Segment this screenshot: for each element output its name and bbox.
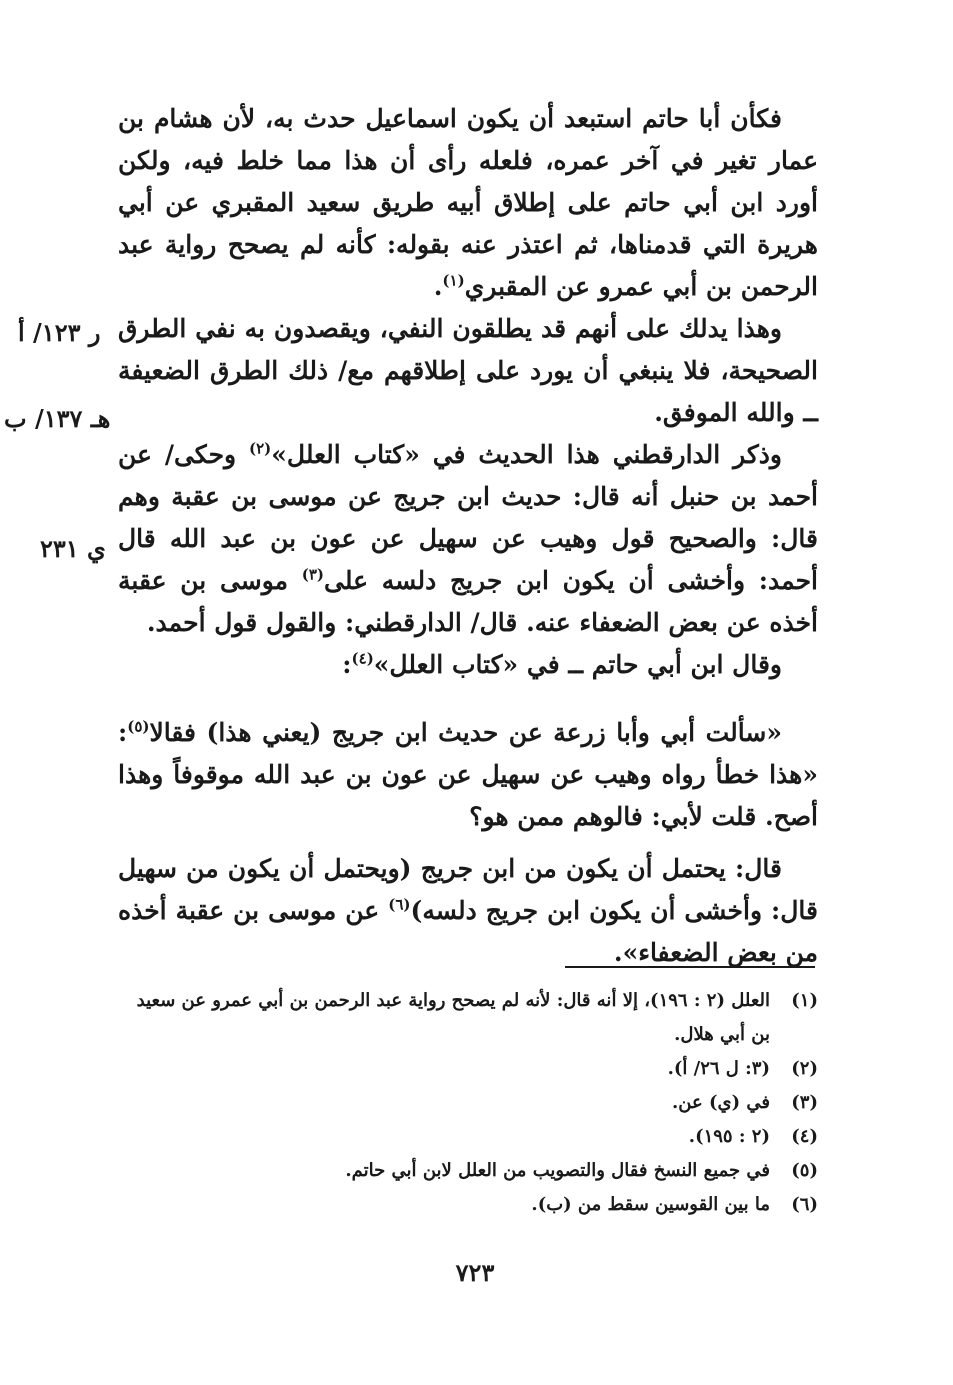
paragraph-3 (118, 434, 818, 644)
margin-note-manuscript-r: ر ١٢٣/ أ (18, 318, 101, 347)
paragraph-3-text-b: وحكى/ عن أحمد بن حنبل أنه قال: حديث ابن جريج عن موسى بن عقبة وهم قال: والصحيح قول وهيب عن سهيل عن عون بن عبد الله قال أحمد: وأخشى أن يكون ابن جريج دلسه على (118, 440, 818, 595)
footnote-number: (١) (791, 990, 818, 1011)
paragraph-4-text-b: : (342, 650, 352, 679)
footnote-number: (٥) (791, 1160, 818, 1181)
paragraph-1-text: فكأن أبا حاتم استبعد أن يكون اسماعيل حدث به، لأن هشام بن عمار تغير في آخر عمره، فلعله رأى أن هذا مما خلط فيه، ولكن أورد ابن أبي حاتم على إطلاق أبيه طريق سعيد المقبري عن أبي هريرة التي قدمناها، ثم اعتذر عنه بقوله: كأنه لم يصحح رواية عبد الرحمن بن أبي عمرو عن المقبري (118, 104, 818, 301)
footnote-ref-5: (٥) (127, 717, 150, 736)
paragraph-3-text-c: موسى بن عقبة أخذه عن بعض الضعفاء عنه. قال/ الدارقطني: والقول قول أحمد. (118, 566, 818, 637)
footnote-2 (118, 1052, 818, 1086)
paragraph-1 (118, 98, 818, 308)
main-text (118, 98, 818, 974)
footnote-1 (118, 984, 818, 1052)
footnote-text: العلل (٢ : ١٩٦)، إلا أنه قال: لأنه لم يصحح رواية عبد الرحمن بن أبي عمرو عن سعيد بن أبي هلال. (136, 990, 770, 1045)
paragraph-3-text-a: وذكر الدارقطني هذا الحديث في «كتاب العلل» (271, 440, 783, 469)
margin-note-manuscript-y: ي ٢٣١ (40, 534, 106, 563)
paragraph-1-end: . (433, 272, 443, 301)
quote-1-text-b: : «هذا خطأ رواه وهيب عن سهيل عن عون بن عبد الله موقوفاً وهذا أصح. قلت لأبي: فالوهم ممن هو؟ (118, 718, 818, 831)
footnote-separator (565, 966, 815, 968)
margin-note-manuscript-h: هـ ١٣٧/ ب (4, 404, 111, 433)
page-number: ٧٢٣ (455, 1258, 495, 1287)
quote-paragraph-1 (118, 712, 818, 838)
quote-2-text-a: قال: يحتمل أن يكون من ابن جريج (ويحتمل أن يكون من سهيل قال: وأخشى أن يكون ابن جريج دلسه) (118, 854, 819, 925)
footnote-ref-3: (٣) (301, 565, 325, 584)
footnote-number: (٤) (791, 1126, 818, 1147)
footnote-ref-6: (٦) (388, 895, 411, 914)
footnote-text: في جميع النسخ فقال والتصويب من العلل لابن أبي حاتم. (345, 1160, 770, 1181)
footnote-3 (118, 1086, 818, 1120)
footnote-text: (٢ : ١٩٥). (688, 1126, 770, 1147)
footnote-ref-1: (١) (442, 271, 465, 290)
footnote-6 (118, 1188, 818, 1222)
paragraph-4 (118, 644, 818, 686)
footnote-ref-2: (٢) (249, 439, 272, 458)
spacer (118, 838, 818, 848)
footnote-number: (٦) (791, 1194, 818, 1215)
footnotes (118, 984, 818, 1222)
paragraph-2: وهذا يدلك على أنهم قد يطلقون النفي، ويقصدون به نفي الطرق الصحيحة، فلا ينبغي أن يورد على إطلاقهم مع/ ذلك الطرق الضعيفة ــ والله الموفق. (118, 314, 818, 427)
quote-paragraph-2 (118, 848, 818, 974)
quote-1-text-a: «سألت أبي وأبا زرعة عن حديث ابن جريج (يعني هذا) فقالا (149, 718, 782, 747)
quote-2-text-b: عن موسى بن عقبة أخذه من بعض الضعفاء». (118, 896, 818, 967)
spacer (118, 686, 818, 712)
paragraph-4-text-a: وقال ابن أبي حاتم ــ في «كتاب العلل» (373, 650, 782, 679)
footnote-text: (٣: ل ٢٦/ أ). (667, 1058, 770, 1079)
footnote-text: ما بين القوسين سقط من (ب). (531, 1194, 770, 1215)
footnote-4 (118, 1120, 818, 1154)
footnote-5 (118, 1154, 818, 1188)
footnote-ref-4: (٤) (351, 649, 374, 668)
footnote-text: في (ي) عن. (672, 1092, 770, 1113)
footnote-number: (٢) (791, 1058, 818, 1079)
footnote-number: (٣) (791, 1092, 818, 1113)
